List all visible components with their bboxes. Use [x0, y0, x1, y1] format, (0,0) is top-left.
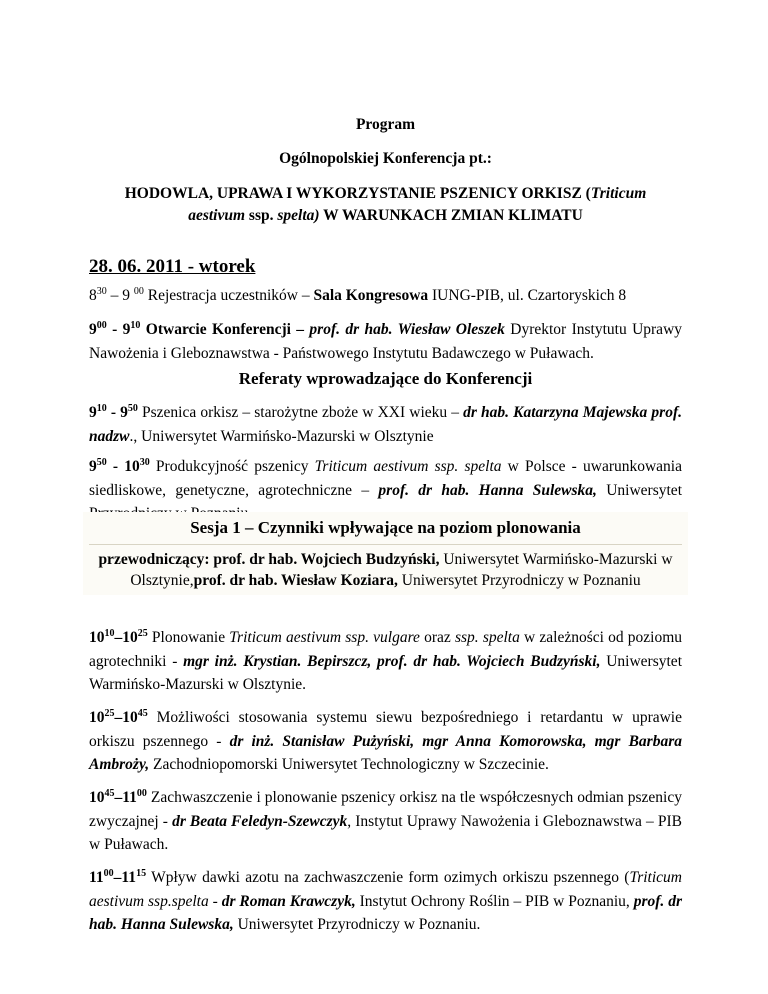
agenda-item-registration: $8^{30} - 9$ $^{00}$ Rejestracja uczestników – Sala Kongresowa IUNG-PIB, ul. Czartoryskich 8: [89, 286, 627, 304]
agenda-item-paper-4: $11^{00}-11^{15}$ Wpływ dawki azotu na zachwaszczenie form ozimych orkiszu pszennego (Triticum aestivum ssp.spelta - dr Roman Krawczyk, Instytut Ochrony Roślin – PIB w Poznaniu, prof. dr hab. Hanna Sulewska, Uniwersytet Przyrodniczy w Poznaniu.: [89, 868, 682, 933]
conference-theme: HODOWLA, UPRAWA I WYKORZYSTANIE PSZENICY ORKISZ (Triticum aestivum ssp. spelta) W WARUNKACH ZMIAN KLIMATU: [124, 185, 647, 224]
agenda-item-paper-3: $10^{45}-11^{00}$ Zachwaszczenie i plonowanie pszenicy orkisz na tle współczesnych odmian pszenicy zwyczajnej - dr Beata Feledyn-Szewczyk, Instytut Uprawy Nawożenia i Gleboznawstwa – PIB w Puławach.: [89, 788, 682, 853]
agenda-item-talk-1: $9^{10} - 9^{50}$ Pszenica orkisz – starożytne zboże w XXI wieku – dr hab. Katarzyna Majewska prof. nadzw., Uniwersytet Warmińsko-Mazurski w Olsztynie: [89, 403, 682, 445]
program-title: Program: [355, 116, 416, 133]
agenda-item-paper-2: $10^{25}-10^{45}$ Możliwości stosowania systemu siewu bezpośredniego i retardantu w uprawie orkiszu pszennego - dr inż. Stanisław Pużyński, mgr Anna Komorowska, mgr Barbara Ambroży, Zachodniopomorski Uniwersytet Technologiczny w Szczecinie.: [89, 708, 682, 773]
intro-section-heading: Referaty wprowadzające do Konferencji: [238, 369, 533, 388]
session-box: [89, 512, 682, 595]
agenda-item-opening: $9^{00} - 9^{10}$ Otwarcie Konferencji – prof. dr hab. Wiesław Oleszek Dyrektor Instytutu Uprawy Nawożenia i Gleboznawstwa - Państwowego Instytutu Badawczego w Puławach.: [89, 320, 683, 362]
agenda-item-paper-1: $10^{10}-10^{25}$ Plonowanie Triticum aestivum ssp. vulgare oraz ssp. spelta w zależności od poziomu agrotechniki - mgr inż. Krystian. Bepirszcz, prof. dr hab. Wojciech Budzyński, Uniwersytet Warmińsko-Mazurski w Olsztynie.: [89, 628, 683, 693]
day-heading: 28. 06. 2011 - wtorek: [89, 256, 256, 277]
session-heading: Sesja 1 – Czynniki wpływające na poziom plonowania: [190, 518, 581, 537]
conference-subtitle: Ogólnopolskiej Konferencja pt.:: [279, 150, 492, 167]
session-chairs: przewodniczący: prof. dr hab. Wojciech Budzyński, Uniwersytet Warmińsko-Mazurski w Olsztynie,prof. dr hab. Wiesław Koziara, Uniwersytet Przyrodniczy w Poznaniu: [98, 551, 673, 589]
agenda-item-talk-2: $9^{50} - 10^{30}$ Produkcyjność pszenicy Triticum aestivum ssp. spelta w Polsce - uwarunkowania siedliskowe, genetyczne, agrotechniczne – prof. dr hab. Hanna Sulewska, Uniwersytet: [89, 457, 682, 499]
